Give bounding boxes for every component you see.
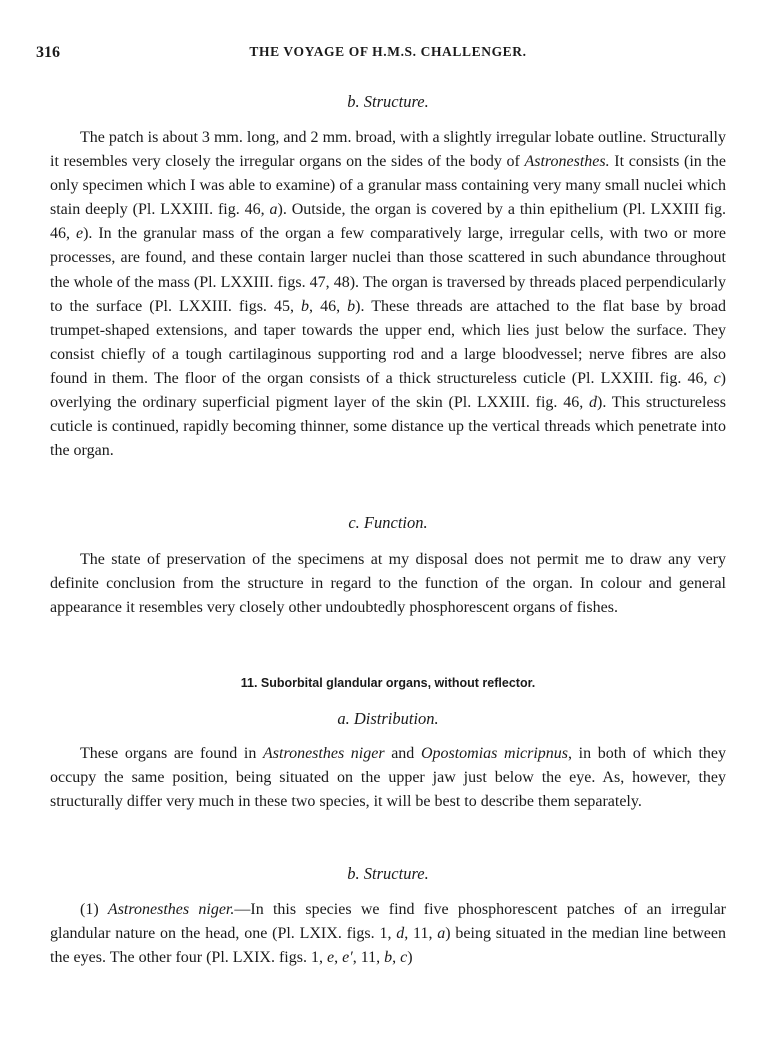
paragraph-structure: The patch is about 3 mm. long, and 2 mm. broad, with a slightly irregular lobate outline. Structurally it resembles very closely the irregular organs on the sides of the body of Astronesthes. It consists (in the only specimen which I was able to examine) of a granular mass containing very many small nuclei which stain deeply (Pl. LXXIII. fig. 46, a). Outside, the organ is covered by a thin epithelium (Pl. LXXIII fig. 46, e). In the granular mass of the organ a few comparatively large, irregular cells, with two or more processes, are found, and these contain larger nuclei than those scattered in such abundance throughout the whole of the mass (Pl. LXXIII. figs. 47, 48). The organ is traversed by threads placed perpendicularly to the surface (Pl. LXXIII. figs. 45, b, 46, b). These threads are attached to the flat base by broad trumpet-shaped extensions, and taper towards the upper end, which lies just below the surface. They consist chiefly of a tough cartilaginous supporting rod and a large bloodvessel; nerve fibres are also found in them. The floor of the organ consists of a thick structureless cuticle (Pl. LXXIII. fig. 46, c) overlying the ordinary superficial pigment layer of the skin (Pl. LXXIII. fig. 46, d). This structureless cuticle is continued, rapidly becoming thinner, some distance up the vertical threads which penetrate into the organ. [50,129,727,460]
paragraph-astronesthes-niger: (1) Astronesthes niger.—In this species we find five phosphorescent patches of an irregular glandular nature on the head, one (Pl. LXIX. figs. 1, d, 11, a) being situated in the median line between the eyes. The other four (Pl. LXIX. figs. 1, e, e′, 11, b, c) [50,901,726,967]
heading-structure-2: b. Structure. [347,864,429,883]
heading-distribution: a. Distribution. [337,709,439,728]
subsection-title: 11. Suborbital glandular organs, without reflector. [240,676,536,690]
running-head [36,44,740,66]
paragraph-function: The state of preservation of the specimens at my disposal does not permit me to draw any very definite conclusion from the structure in regard to the function of the organ. In colour and general appearance it resembles very closely other undoubtedly phosphorescent organs of fishes. [50,551,726,617]
heading-function: c. Function. [348,513,428,532]
paragraph-distribution: These organs are found in Astronesthes niger and Opostomias micripnus, in both of which they occupy the same position, being situated on the upper jaw just below the eye. As, however, they structurally differ very much in these two species, it will be best to describe them separately. [50,745,727,811]
page-number: 316 [36,44,60,61]
running-title: THE VOYAGE OF H.M.S. CHALLENGER. [249,44,527,59]
heading-structure: b. Structure. [347,92,429,111]
